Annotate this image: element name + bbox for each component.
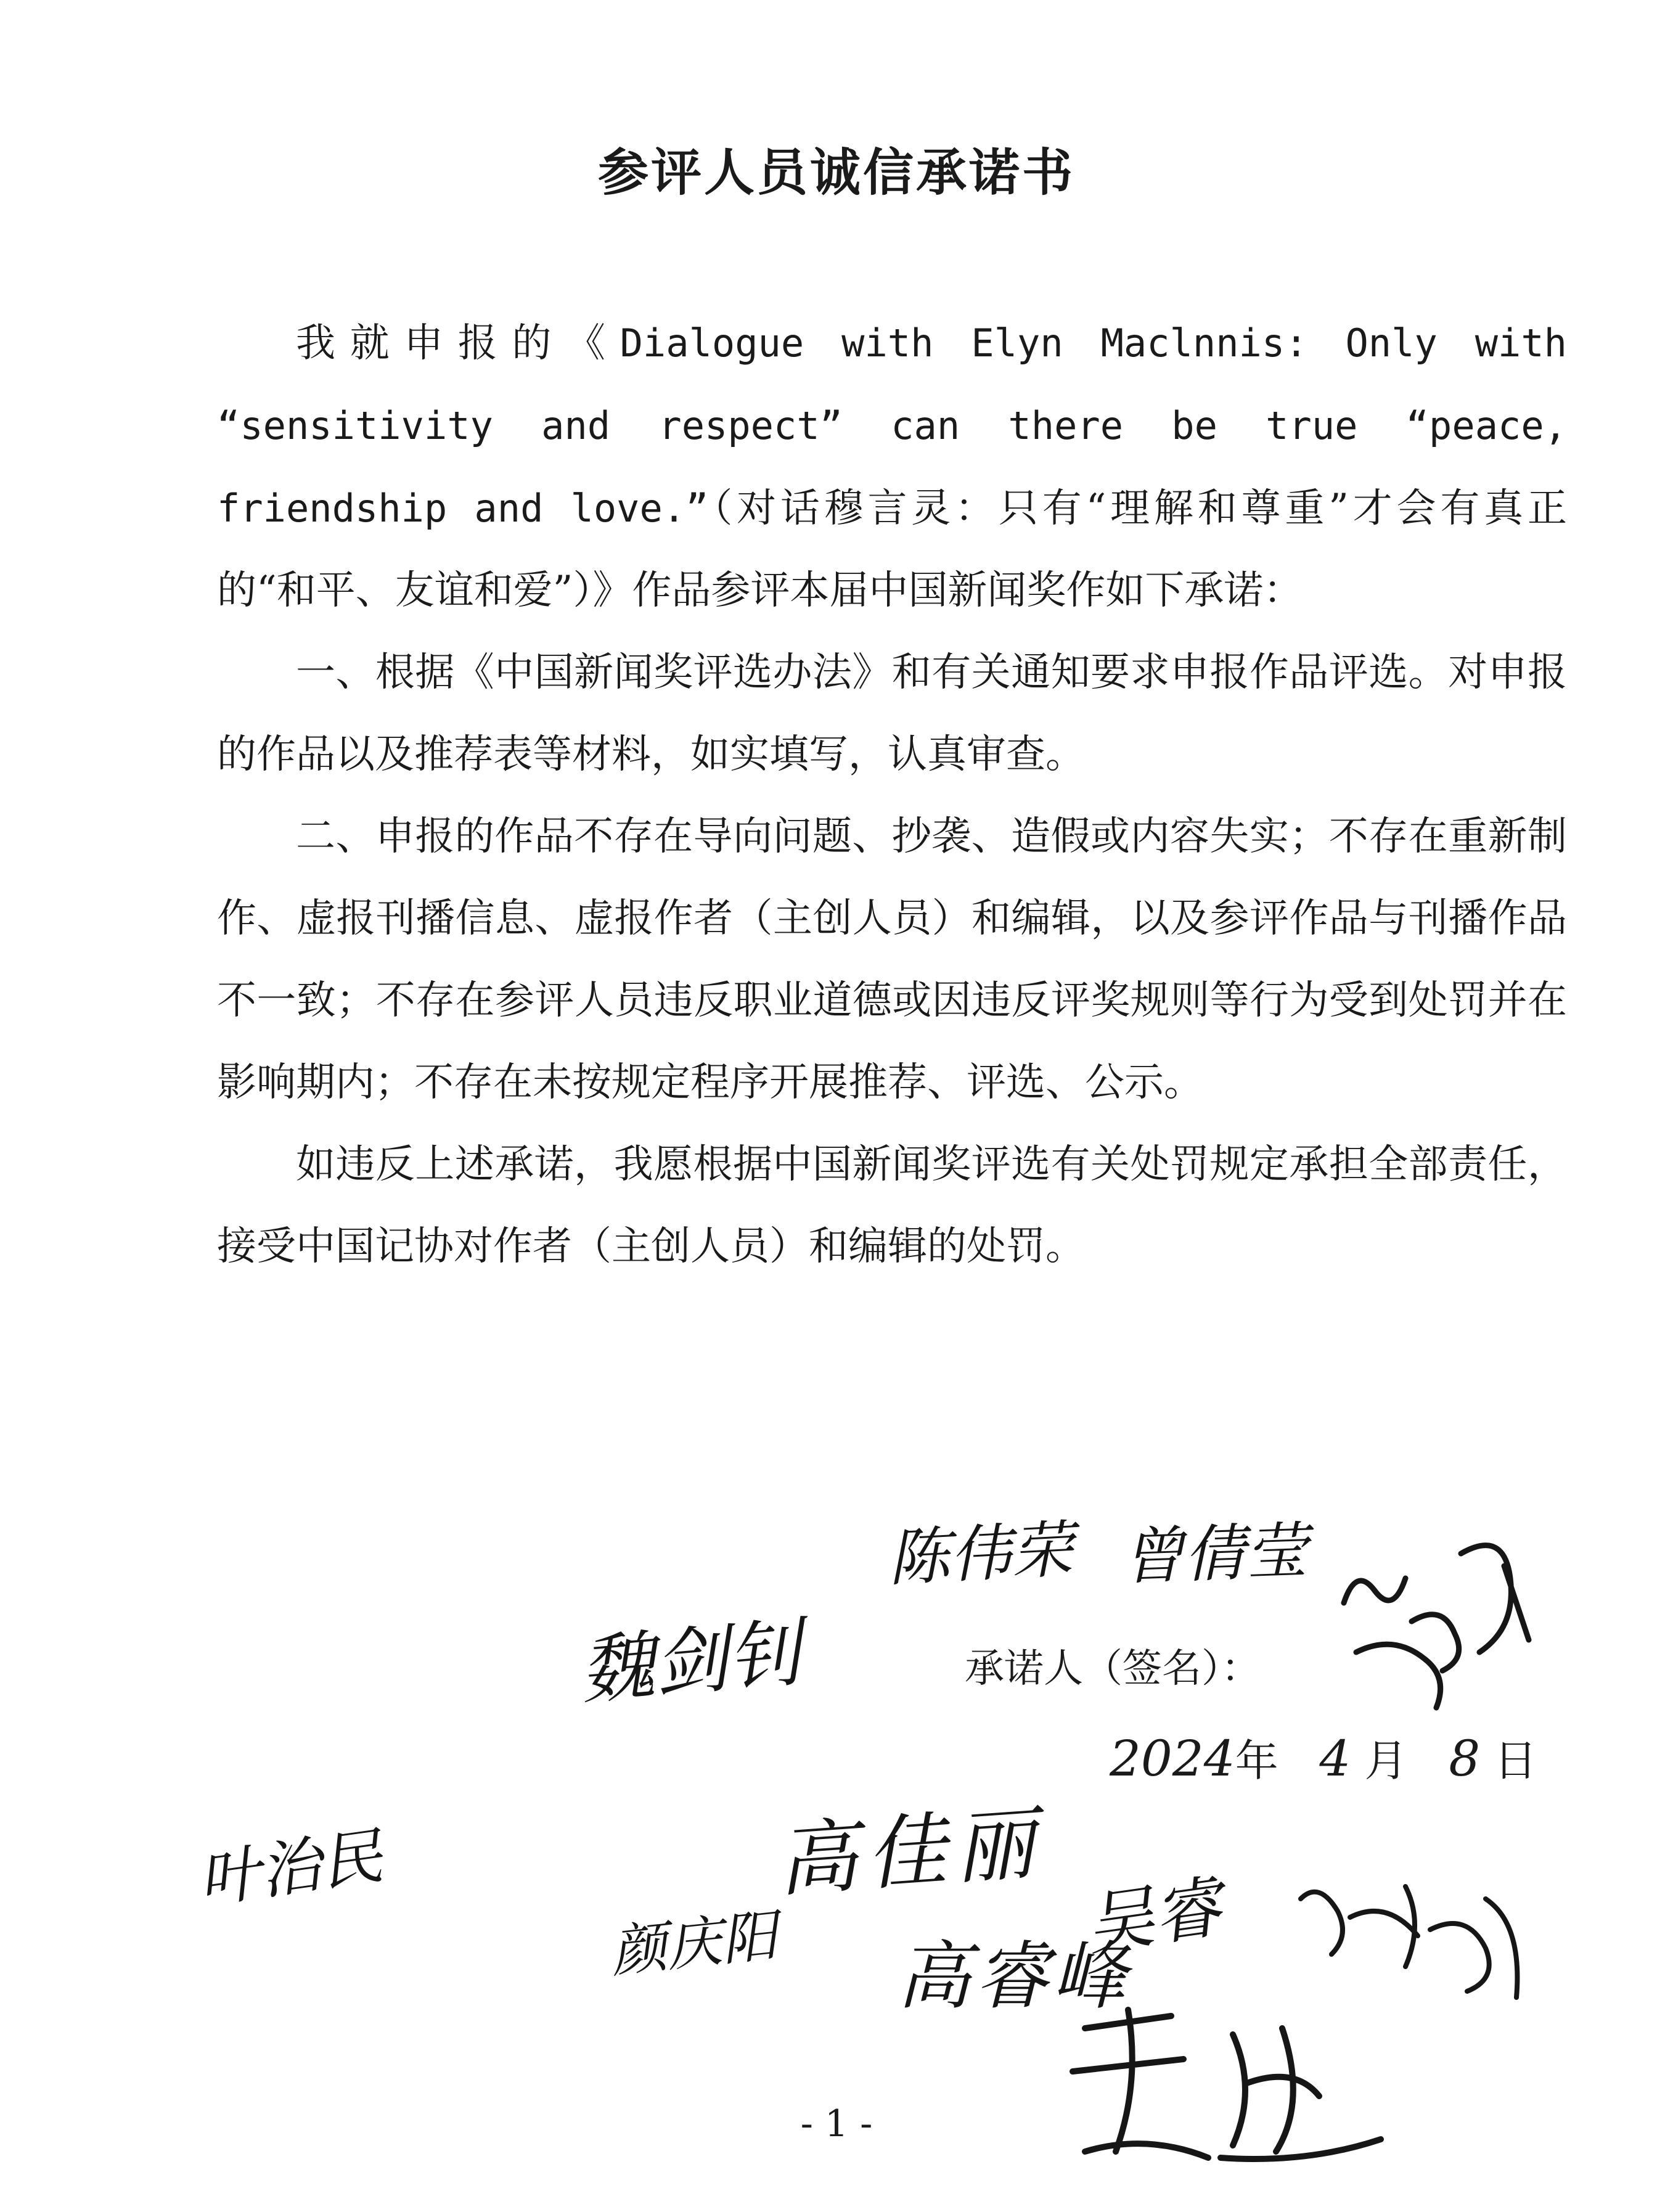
date-year-unit: 年 bbox=[1235, 1735, 1278, 1786]
date-year: 2024 bbox=[1110, 1730, 1235, 1787]
document-title: 参评人员诚信承诺书 bbox=[597, 144, 1075, 202]
sign-date bbox=[1110, 1726, 1537, 1788]
signature-scribble bbox=[1319, 1529, 1541, 1732]
signature: 魏剑钊 bbox=[576, 1610, 806, 1715]
paragraph-intro bbox=[217, 302, 1567, 632]
work-title-english: Dialogue with Elyn Maclnnis: Only with “sensitivity and respect” can there be true “peace, friendship and love.” bbox=[217, 321, 1568, 531]
date-day: 8 bbox=[1449, 1730, 1481, 1787]
date-month-unit: 月 bbox=[1364, 1735, 1408, 1786]
signature: 陈伟荣 bbox=[886, 1513, 1075, 1595]
signature: 高佳丽 bbox=[774, 1796, 1047, 1908]
date-month: 4 bbox=[1319, 1730, 1351, 1787]
paragraph-commitment-1: 一、根据《中国新闻奖评选办法》和有关通知要求申报作品评选。对申报的作品以及推荐表等材料，如实填写，认真审查。 bbox=[217, 650, 1567, 777]
signature: 叶治民 bbox=[194, 1819, 387, 1917]
signature: 高睿峰 bbox=[897, 1934, 1130, 2020]
signature: 吴睿 bbox=[1081, 1867, 1227, 1965]
date-day-unit: 日 bbox=[1494, 1735, 1537, 1786]
intro-text-b: （对话穆言灵：只有“理解和尊重”才会有真正的“和平、友谊和爱”）》作品参评本届中国新闻奖作如下承诺： bbox=[217, 486, 1567, 613]
intro-text-a: 我就申报的《 bbox=[296, 321, 620, 366]
signature: 曾倩莹 bbox=[1121, 1514, 1309, 1594]
page-number: - 1 - bbox=[800, 2102, 873, 2145]
document-body bbox=[217, 302, 1567, 1288]
paragraph-liability: 如违反上述承诺，我愿根据中国新闻奖评选有关处罚规定承担全部责任，接受中国记协对作者（主创人员）和编辑的处罚。 bbox=[217, 1142, 1567, 1269]
signer-label: 承诺人（签名）： bbox=[965, 1646, 1261, 1692]
signature-scribble bbox=[1048, 1991, 1393, 2176]
signature: 颜庆阳 bbox=[608, 1903, 780, 1985]
paragraph-commitment-2: 二、申报的作品不存在导向问题、抄袭、造假或内容失实；不存在重新制作、虚报刊播信息、虚报作者（主创人员）和编辑，以及参评作品与刊播作品不一致；不存在参评人员违反职业道德或因违反评奖规则等行为受到处罚并在影响期内；不存在未按规定程序开展推荐、评选、公示。 bbox=[217, 814, 1567, 1105]
